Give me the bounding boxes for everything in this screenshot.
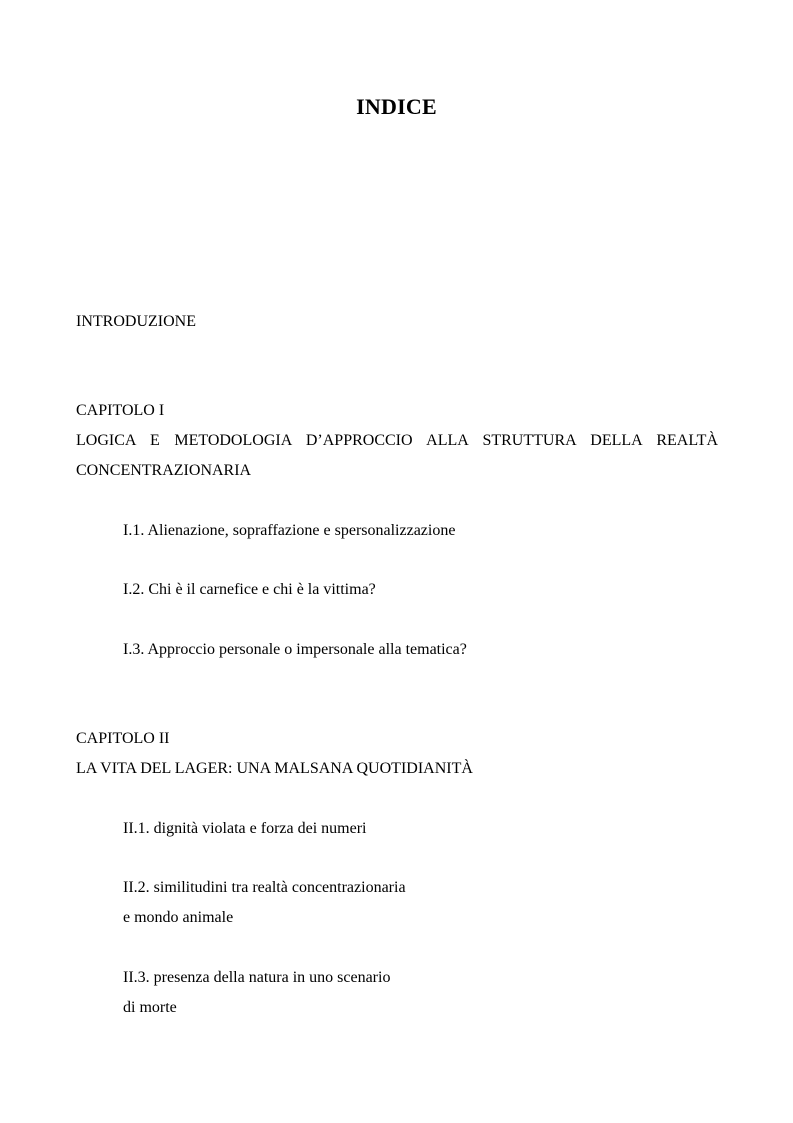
toc-chapter-2-label: CAPITOLO II [76, 730, 170, 747]
toc-section-2-2-line-2: e mondo animale [123, 909, 234, 926]
page-title: INDICE [356, 94, 437, 119]
toc-chapter-1-title-line-1: LOGICA E METODOLOGIA D’APPROCCIO ALLA STRUTTURA DELLA REALTÀ [76, 432, 718, 449]
toc-introduction: INTRODUZIONE [76, 313, 196, 330]
toc-chapter-1-title-line-2: CONCENTRAZIONARIA [76, 462, 252, 479]
toc-chapter-2-title: LA VITA DEL LAGER: UNA MALSANA QUOTIDIANITÀ [76, 760, 473, 777]
toc-section-1-3: I.3. Approccio personale o impersonale alla tematica? [123, 641, 467, 658]
toc-section-2-3-line-2: di morte [123, 999, 177, 1016]
toc-section-2-1: II.1. dignità violata e forza dei numeri [123, 820, 367, 837]
toc-section-1-2: I.2. Chi è il carnefice e chi è la vittima? [123, 581, 376, 598]
toc-section-1-1: I.1. Alienazione, sopraffazione e spersonalizzazione [123, 522, 456, 539]
toc-section-2-3-line-1: II.3. presenza della natura in uno scenario [123, 969, 391, 986]
toc-section-2-2-line-1: II.2. similitudini tra realtà concentrazionaria [123, 879, 406, 896]
toc-chapter-1-label: CAPITOLO I [76, 402, 165, 419]
